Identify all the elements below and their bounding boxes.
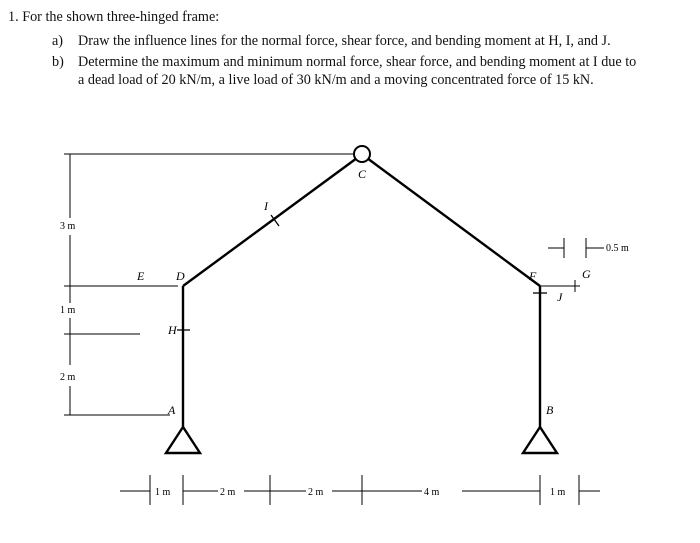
- label-a: A: [168, 403, 176, 417]
- rafter-left: [183, 158, 357, 286]
- question-title: 1. For the shown three-hinged frame:: [8, 9, 220, 25]
- offset-dim-label: 0.5 m: [606, 243, 629, 254]
- label-e: E: [137, 269, 145, 283]
- label-d: D: [176, 269, 185, 283]
- support-a: [166, 427, 200, 453]
- part-a: [8, 32, 688, 50]
- part-b-text: Determine the maximum and minimum normal force, shear force, and bending moment at I due to a dead load of 20 kN/m, a live load of 30 kN/m and a moving concentrated force of 15 kN.: [78, 54, 637, 88]
- label-h: H: [168, 323, 177, 337]
- hdim-label-4: 4 m: [424, 487, 440, 498]
- problem-statement: [8, 8, 688, 92]
- label-f: F: [529, 269, 537, 283]
- part-b-label: b): [52, 54, 64, 70]
- part-b: [8, 53, 688, 89]
- label-g: G: [582, 267, 591, 281]
- hdim-label-2: 2 m: [220, 487, 236, 498]
- hdim-label-5: 1 m: [550, 487, 566, 498]
- rafter-right: [367, 158, 540, 286]
- hdim-label-3: 2 m: [308, 487, 324, 498]
- vdim-label-2m: 2 m: [60, 372, 76, 383]
- support-b: [523, 427, 557, 453]
- label-j: J: [557, 290, 563, 304]
- three-hinged-frame-diagram: [0, 140, 700, 538]
- frame-figure: [0, 140, 700, 538]
- vdim-label-1m: 1 m: [60, 305, 76, 316]
- part-a-text: Draw the influence lines for the normal force, shear force, and bending moment at H, I, and J.: [78, 33, 611, 49]
- label-c: C: [358, 167, 367, 181]
- vdim-label-3m: 3 m: [60, 221, 76, 232]
- label-b: B: [546, 403, 554, 417]
- hdim-label-1: 1 m: [155, 487, 171, 498]
- hinge-c: [354, 146, 370, 162]
- label-i: I: [264, 199, 268, 213]
- part-a-label: a): [52, 33, 64, 49]
